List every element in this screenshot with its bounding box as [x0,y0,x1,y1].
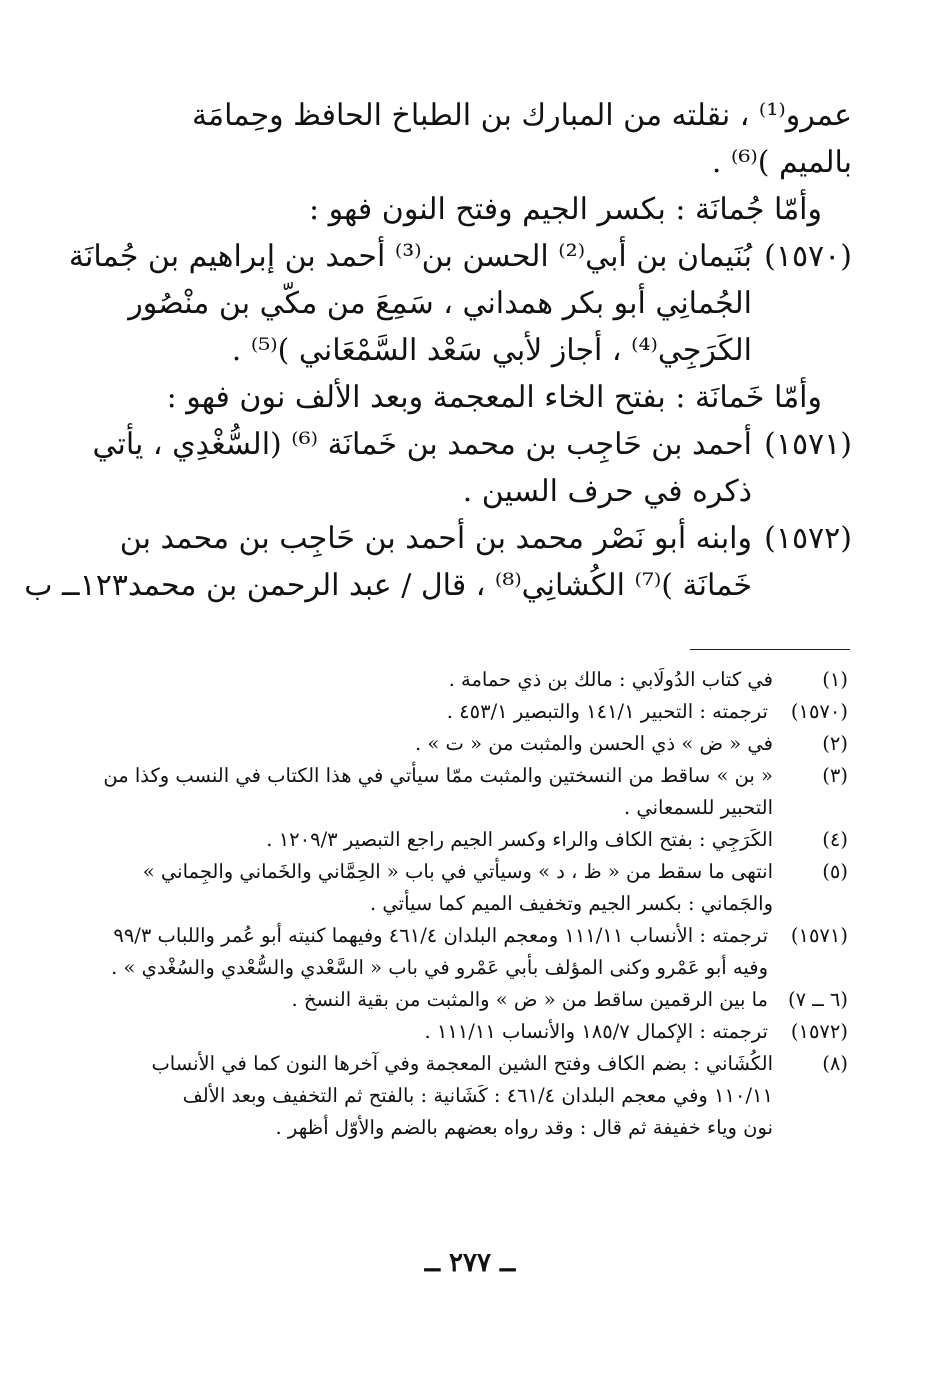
footnote-number: (٥) [822,860,848,883]
footnote [100,920,848,984]
text-line: عمرو⁽¹⁾ ، نقلته من المبارك بن الطباخ الحافظ وحِمامَة [191,98,852,133]
text-line: وابنه أبو نَصْر محمد بن أحمد بن حَاجِب بن محمد بن [119,521,752,556]
footnote-line: نون وياء خفيفة ثم قال : وقد رواه بعضهم بالضم والأوّل أظهر . [275,1116,773,1139]
text-line: أحمد بن حَاجِب بن محمد بن خَمانَة ⁽⁶⁾ (السُّغْدِي ، يأتي [92,427,752,462]
footnote [100,760,848,824]
entry-number: (١٥٧١) [764,427,852,462]
section-heading-jumana: وأمّا جُمانَة : بكسر الجيم وفتح النون فهو : [308,192,822,227]
footnote [100,1048,848,1144]
section-heading-khumana: وأمّا خَمانَة : بفتح الخاء المعجمة وبعد الألف نون فهو : [166,380,822,415]
footnote-number: (٨) [822,1052,848,1075]
entry-1572 [24,515,852,609]
footnote-number: (٢) [822,732,848,755]
footnote-line: الكُشَاني : بضم الكاف وفتح الشين المعجمة وفي آخرها النون كما في الأنساب [151,1052,773,1075]
entry-number: (١٥٧٠) [764,239,852,274]
footnote-line: وفيه أبو عَمْرو وكنى المؤلف بأبي عَمْرو في باب « السَّعْدي والسُّعْدي والسُغْدي » . [111,956,768,979]
footnote-line: ترجمته : التحبير ١٤١/١ والتبصير ٤٥٣/١ . [446,700,768,723]
page-number: ــ ٢٧٧ ــ [424,1248,516,1278]
footnote-line: ترجمته : الإكمال ١٨٥/٧ والأنساب ١١١/١١ . [424,1020,768,1043]
footnote-number: (١٥٧١) [790,924,848,947]
footnote-line: الكَرَجِي : بفتح الكاف والراء وكسر الجيم راجع التبصير ١٢٠٩/٣ . [266,828,773,851]
text-line: الجُمانِي أبو بكر همداني ، سَمِعَ من مكّي بن منْصُور [128,286,752,321]
footnote [100,728,848,760]
footnote [100,1016,848,1048]
footnote [100,696,848,728]
footnote-line: التحبير للسمعاني . [623,796,773,819]
footnote-number: (٣) [822,764,848,787]
footnote-line: في كتاب الدُولَابي : مالك بن ذي حمامة . [448,668,773,691]
footnote-number: (١٥٧٢) [790,1020,848,1043]
footnote [100,664,848,696]
footnote [100,824,848,856]
footnote-number: (٤) [822,828,848,851]
footnotes [100,664,848,1144]
entry-number: (١٥٧٢) [764,521,852,556]
entry-1570 [70,233,852,374]
footnote-divider [690,649,850,650]
footnote-line: ما بين الرقمين ساقط من « ض » والمثبت من بقية النسخ . [291,988,768,1011]
text-line: الكَرَجِي⁽⁴⁾ ، أجاز لأبي سَعْد السَّمْعَاني )⁽⁵⁾ . [231,333,752,368]
text-line: خَمانَة )⁽⁷⁾ الكُشانِي⁽⁸⁾ ، قال / عبد الرحمن بن محمد١٢٣ــ ب [24,568,752,603]
footnote-line: ترجمته : الأنساب ١١١/١١ ومعجم البلدان ٤٦١/٤ وفيهما كنيته أبو عُمر واللباب ٩٩/٣ [113,924,768,947]
text-line: بالميم )⁽⁶⁾ . [711,145,852,180]
text-line: ذكره في حرف السين . [462,474,752,509]
footnote-line: ١١٠/١١ وفي معجم البلدان ٤٦١/٤ : كَشَانية : بالفتح ثم التخفيف وبعد الألف [182,1084,773,1107]
main-text [24,92,852,609]
footnote-number: (٦ ــ ٧) [787,988,848,1011]
text-line: بُنَيمان بن أبي⁽²⁾ الحسن بن⁽³⁾ أحمد بن إبراهيم بن جُمانَة [68,239,752,274]
footnote [100,856,848,920]
entry-1571 [70,421,852,515]
footnote-number: (١٥٧٠) [790,700,848,723]
footnote [100,984,848,1016]
footnote-line: انتهى ما سقط من « ظ ، د » وسيأتي في باب « الحِمَّاني والخَماني والجِماني » [142,860,773,883]
footnote-line: « بن » ساقط من النسختين والمثبت ممّا سيأتي في هذا الكتاب في النسب وكذا من [103,764,773,787]
footnote-line: والجَماني : بكسر الجيم وتخفيف الميم كما سيأتي . [370,892,773,915]
footnote-number: (١) [822,668,848,691]
footnote-line: في « ض » ذي الحسن والمثبت من « ت » . [415,732,773,755]
